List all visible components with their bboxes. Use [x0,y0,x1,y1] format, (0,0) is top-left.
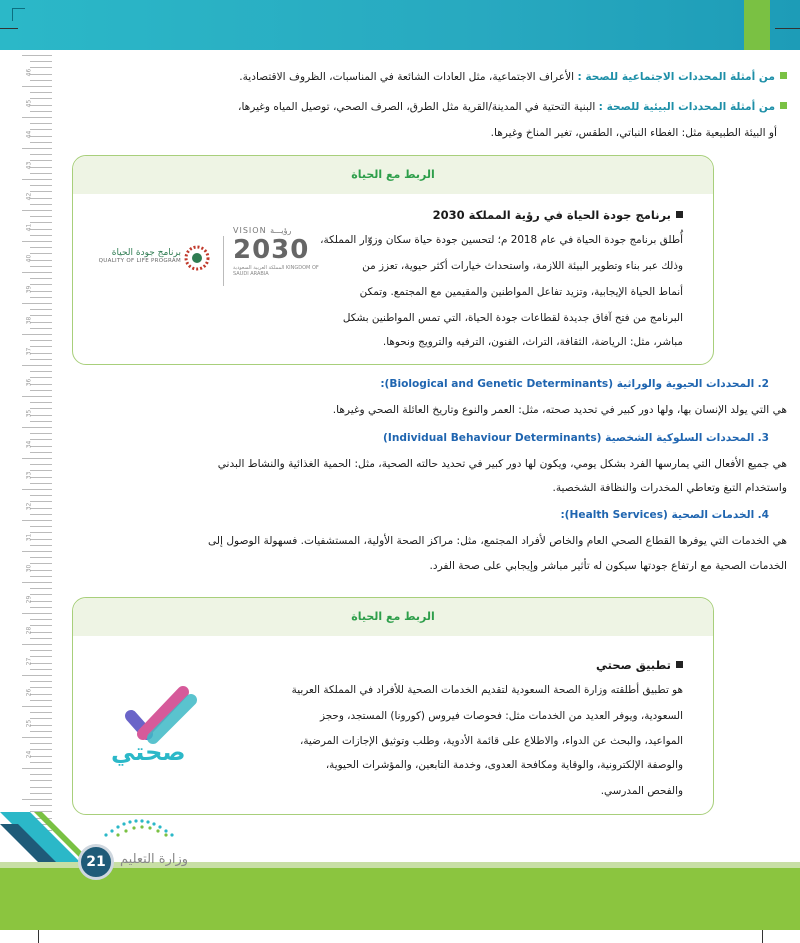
ruler-tick [30,446,52,447]
ruler-tick [30,514,52,515]
ruler-tick [30,415,52,416]
ruler-tick [30,309,52,310]
section-title: الخدمات الصحية (Health Services): [560,509,755,521]
ruler-tick [30,526,52,527]
ruler-number: 45 [25,99,33,108]
ruler-tick [30,198,52,199]
box-text-line: السعودية، ويوفر العديد من الخدمات مثل: فحوصات فيروس (كورونا) المستجد، وحجز [319,710,683,722]
ruler-tick [22,334,52,335]
margin-ruler [25,55,52,845]
ruler-tick [30,780,52,781]
section-4-title [72,508,769,522]
ruler-tick [30,762,52,763]
ruler-tick [30,464,52,465]
ruler-number: 31 [25,533,33,542]
ruler-number: 44 [25,130,33,139]
qol-arabic: برنامج جودة الحياة [111,248,181,258]
ruler-tick [22,520,52,521]
ruler-tick [30,805,52,806]
ruler-tick [30,284,52,285]
box-title [433,208,683,222]
bullet-square-icon [676,661,683,668]
ruler-tick [22,241,52,242]
ruler-tick [30,322,52,323]
box-text-line: والفحص المدرسي. [600,785,683,797]
qol-english: QUALITY OF LIFE PROGRAM [98,258,181,264]
ruler-tick [30,160,52,161]
ruler-tick [30,111,52,112]
ruler-tick [30,743,52,744]
box-text-line: وذلك عبر بناء وتطوير البيئة اللازمة، واستحداث خيارات أكثر حيوية، تعزز من [362,260,683,272]
ruler-number: 32 [25,502,33,511]
ruler-tick [30,576,52,577]
ruler-tick [22,148,52,149]
ruler-tick [30,222,52,223]
box-text-line: والوصفة الإلكترونية، والوقاية ومكافحة العدوى، وخدمة التابعين، والمؤشرات الحيوية، [325,759,683,771]
ruler-tick [30,229,52,230]
section-text-line: هي جميع الأفعال التي يمارسها الفرد بشكل يومي، ويكون لها دور كبير في تحديد حالته الصحية، مثل: الحمية الغذائية والنشاط البدني [217,458,787,470]
ruler-tick [22,117,52,118]
ruler-tick [22,551,52,552]
env-examples-title: من أمثلة المحددات البيئية للصحة : [598,101,775,113]
section-text-line: هي الخدمات التي يوفرها القطاع الصحي العام والخاص لأفراد المجتمع، مثل: مراكز الصحة الأولية، المستشفيات. فسهولة الوصول إلى [207,535,787,547]
ruler-tick [30,340,52,341]
ruler-tick [22,458,52,459]
ruler-number: 41 [25,223,33,232]
ruler-number: 34 [25,440,33,449]
section-3-title [72,431,769,445]
ruler-tick [30,731,52,732]
ruler-tick [30,154,52,155]
ruler-number: 29 [25,595,33,604]
ruler-tick [30,353,52,354]
ruler-number: 25 [25,719,33,728]
vision-label: VISION رؤيـــة [233,226,292,235]
page-content [72,0,787,943]
ruler-number: 38 [25,316,33,325]
ruler-tick [30,129,52,130]
ruler-tick [30,142,52,143]
ruler-tick [30,92,52,93]
ruler-tick [30,694,52,695]
ruler-tick [30,452,52,453]
ruler-tick [30,588,52,589]
ruler-tick [22,706,52,707]
ruler-number: 40 [25,254,33,263]
bullet-square-icon [780,102,787,109]
ruler-tick [30,260,52,261]
env-examples-cont: أو البيئة الطبيعية مثل: الغطاء النباتي، الطقس، تغير المناخ وغيرها. [490,127,777,139]
vision-year: 2030 [233,235,310,265]
ruler-tick [30,669,52,670]
ruler-number: 46 [25,68,33,77]
vision-caption: المملكة العربية السعودية KINGDOM OF SAUDI ARABIA [233,265,319,277]
ruler-tick [22,210,52,211]
ruler-tick [22,303,52,304]
section-text-line: هي التي يولد الإنسان بها، ولها دور كبير في تحديد صحته، مثل: العمر والنوع وتاريخ العائلة الصحي وغيرها. [332,404,787,416]
ruler-tick [30,235,52,236]
ruler-tick [30,315,52,316]
ruler-tick [22,768,52,769]
box-text-line: هو تطبيق أطلقته وزارة الصحة السعودية لتقديم الخدمات الصحية للأفراد في المملكة العربية [291,684,683,696]
ruler-tick [30,80,52,81]
ruler-tick [30,681,52,682]
section-number: 2. [757,378,769,390]
ruler-tick [30,687,52,688]
section-title: المحددات الحيوية والوراثية (Biological and Genetic Determinants): [380,378,755,390]
crop-mark [12,8,25,21]
ruler-tick [30,725,52,726]
ruler-tick [30,61,52,62]
ruler-tick [30,619,52,620]
crop-mark [0,28,18,29]
ruler-tick [30,105,52,106]
ruler-tick [30,663,52,664]
ruler-tick [30,601,52,602]
ruler-tick [30,787,52,788]
ruler-number: 36 [25,378,33,387]
ministry-dots-logo [96,815,186,841]
ruler-tick [30,607,52,608]
box-text-line: المواعيد، والبحث عن الدواء، والاطلاع على قائمة الأدوية، وطلب وتوثيق الإجازات المرضية، [299,735,683,747]
ruler-tick [30,557,52,558]
ruler-tick [30,204,52,205]
ruler-tick [30,291,52,292]
ruler-tick [30,625,52,626]
ruler-tick [22,427,52,428]
ruler-tick [30,774,52,775]
ruler-tick [30,470,52,471]
box-text-line: مباشر، مثل: الرياضة، الثقافة، التراث، الفنون، الترفيه والترويج ونحوها. [382,336,683,348]
ruler-tick [30,756,52,757]
section-number: 3. [757,432,769,444]
ruler-tick [30,793,52,794]
section-text-line: الخدمات الصحية مع ارتفاع جودتها سيكون له تأثير مباشر وإيجابي على صحة الفرد. [429,560,787,572]
ruler-tick [30,278,52,279]
ruler-tick [30,167,52,168]
ruler-tick [22,272,52,273]
ruler-tick [30,532,52,533]
ruler-number: 24 [25,750,33,759]
ruler-tick [30,477,52,478]
ruler-tick [30,508,52,509]
ruler-tick [30,563,52,564]
ministry-logo-text: وزارة التعليم [120,852,189,867]
ruler-tick [30,173,52,174]
box-text-line: البرنامج من فتح آفاق جديدة لقطاعات جودة الحياة، التي تمس المواطنين بشكل [342,312,683,324]
ruler-tick [30,408,52,409]
ruler-number: 42 [25,192,33,201]
life-link-box-2 [72,597,714,815]
ruler-tick [30,570,52,571]
life-link-box-1 [72,155,714,365]
ruler-tick [30,650,52,651]
ruler-tick [30,216,52,217]
ruler-tick [30,421,52,422]
section-2-title [72,377,769,391]
ruler-tick [30,483,52,484]
ruler-tick [22,55,52,56]
ruler-tick [30,594,52,595]
ruler-tick [22,675,52,676]
ruler-number: 26 [25,688,33,697]
ruler-tick [22,365,52,366]
ruler-tick [30,718,52,719]
ruler-tick [30,123,52,124]
box-header: الربط مع الحياة [73,156,713,194]
footer-band [0,868,800,930]
ruler-tick [30,749,52,750]
ruler-tick [30,359,52,360]
ruler-tick [30,700,52,701]
emblem-icon [183,244,211,272]
page-number: 21 [78,844,114,880]
ruler-tick [30,390,52,391]
ruler-tick [30,495,52,496]
ruler-tick [22,396,52,397]
ruler-tick [22,613,52,614]
ruler-tick [30,346,52,347]
ruler-tick [30,297,52,298]
ruler-tick [30,67,52,68]
box-title-text: برنامج جودة الحياة في رؤية المملكة 2030 [432,208,671,222]
vision-2030-logo [233,226,323,277]
ruler-number: 39 [25,285,33,294]
env-examples-text: البنية التحتية في المدينة/القرية مثل الطرق، الصرف الصحي، توصيل المياه وغيرها، [238,101,599,113]
ruler-tick [22,644,52,645]
ruler-number: 30 [25,564,33,573]
ruler-tick [30,433,52,434]
ruler-tick [22,799,52,800]
ruler-tick [30,539,52,540]
ruler-tick [30,98,52,99]
ruler-tick [30,136,52,137]
bullet-square-icon [676,211,683,218]
ruler-tick [30,377,52,378]
ruler-tick [30,191,52,192]
box-text-line: أنماط الحياة الإيجابية، وتزيد تفاعل المواطنين والمقيمين مع المجتمع. وتمكن [359,286,683,298]
ruler-tick [22,86,52,87]
env-examples [72,100,787,114]
ruler-tick [30,439,52,440]
section-number: 4. [757,509,769,521]
section-text-line: واستخدام التبغ وتعاطي المخدرات والنظافة الشخصية. [552,482,787,494]
ruler-tick [30,266,52,267]
ruler-tick [22,489,52,490]
ruler-tick [30,638,52,639]
ruler-tick [30,384,52,385]
ruler-number: 43 [25,161,33,170]
ruler-tick [30,656,52,657]
ruler-tick [30,545,52,546]
qol-logo [89,248,181,264]
social-examples-title: من أمثلة المحددات الاجتماعية للصحة : [577,71,775,83]
social-examples-text: الأعراف الاجتماعية، مثل العادات الشائعة في المناسبات، الظروف الاقتصادية. [239,71,578,83]
sehhaty-logo-text: صحتي [111,738,186,766]
ruler-tick [30,328,52,329]
box-title [596,658,683,672]
ruler-tick [22,582,52,583]
ruler-tick [30,402,52,403]
box-header: الربط مع الحياة [73,598,713,636]
ruler-tick [30,371,52,372]
section-title: المحددات السلوكية الشخصية (Individual Behaviour Determinants) [383,432,755,444]
ruler-number: 33 [25,471,33,480]
box-text-line: أُطلق برنامج جودة الحياة في عام 2018 م؛ لتحسين جودة حياة سكان وزوّار المملكة، [320,234,683,246]
social-examples [72,70,787,84]
ruler-tick [30,253,52,254]
ruler-number: 35 [25,409,33,418]
ruler-tick [22,179,52,180]
ruler-tick [30,632,52,633]
logo-divider [223,236,224,286]
ruler-number: 27 [25,657,33,666]
ruler-number: 37 [25,347,33,356]
box-title-text: تطبيق صحتي [595,658,671,672]
ruler-number: 28 [25,626,33,635]
ruler-tick [22,737,52,738]
ruler-tick [30,712,52,713]
bullet-square-icon [780,72,787,79]
ruler-tick [30,185,52,186]
ruler-tick [30,247,52,248]
ruler-tick [30,501,52,502]
ruler-tick [30,74,52,75]
